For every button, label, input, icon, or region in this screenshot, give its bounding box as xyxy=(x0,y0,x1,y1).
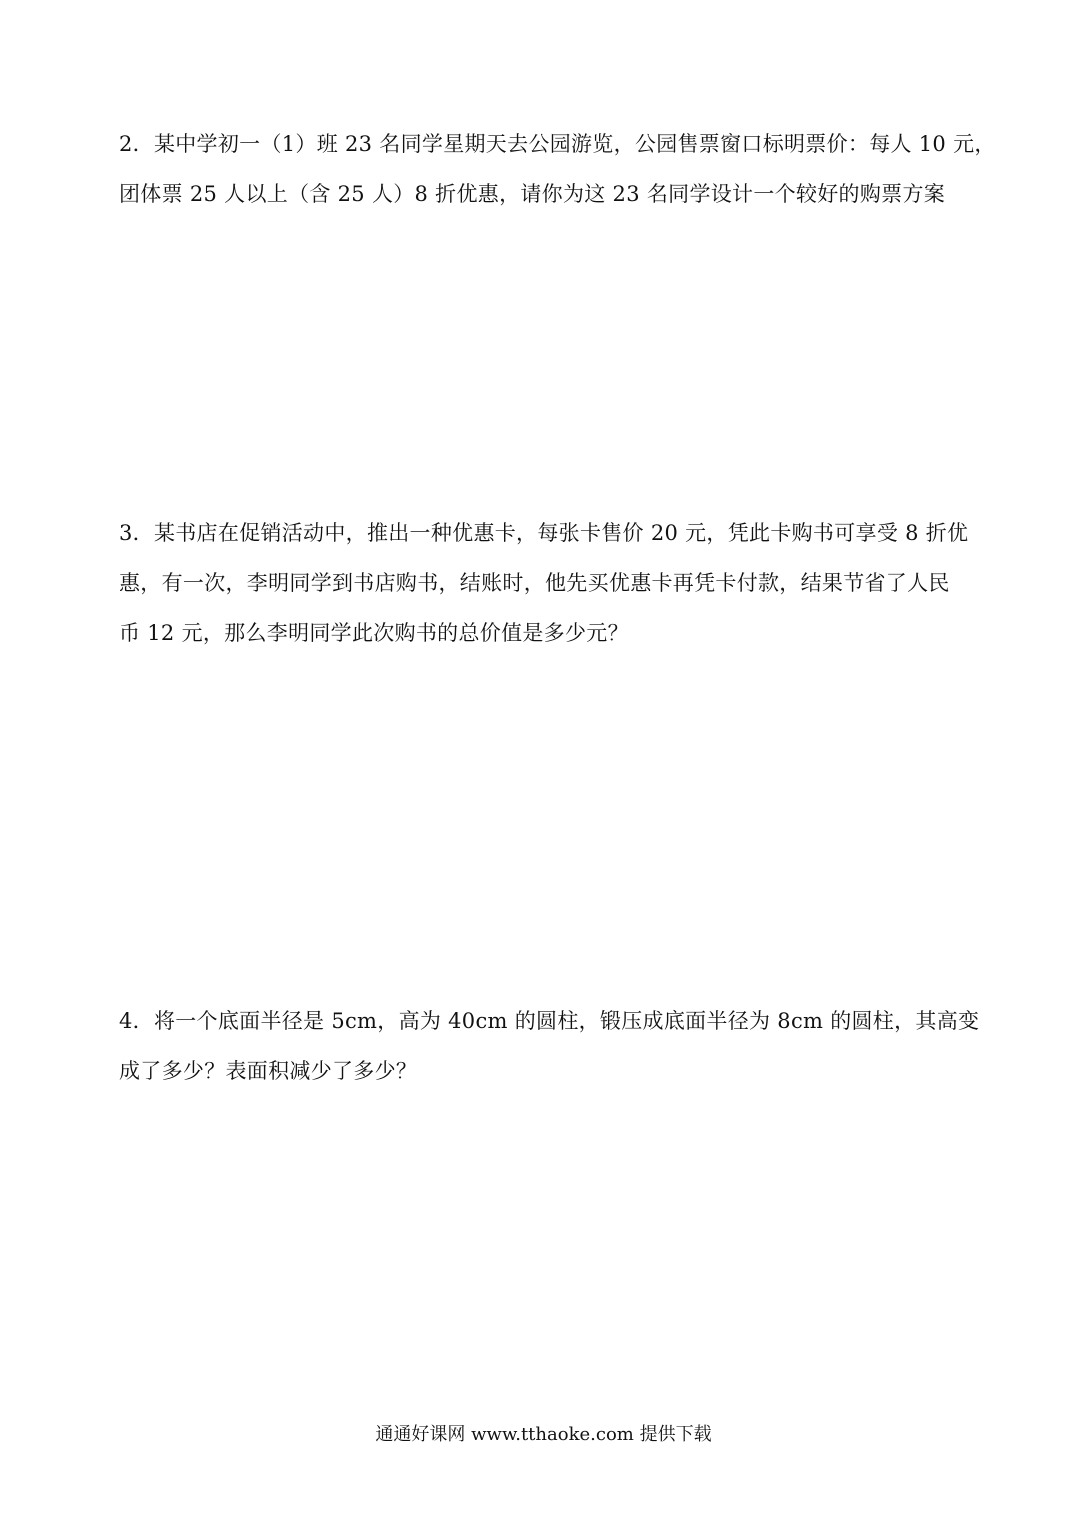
question-4-line-1: 4．将一个底面半径是 5cm，高为 40cm 的圆柱，锻压成底面半径为 8cm 的圆柱，其高变 xyxy=(119,1009,980,1033)
question-3 xyxy=(119,508,979,658)
question-4-line-2: 成了多少？表面积减少了多少？ xyxy=(119,1059,418,1083)
question-2-line-2: 团体票 25 人以上（含 25 人）8 折优惠，请你为这 23 名同学设计一个较好的购票方案 xyxy=(119,182,946,206)
question-3-line-2: 惠，有一次，李明同学到书店购书，结账时，他先买优惠卡再凭卡付款，结果节省了人民 xyxy=(119,571,950,595)
page-footer: 通通好课网 www.tthaoke.com 提供下载 xyxy=(375,1424,712,1445)
question-3-line-1: 3．某书店在促销活动中，推出一种优惠卡，每张卡售价 20 元，凭此卡购书可享受 8 折优 xyxy=(119,521,969,545)
question-2-line-1: 2．某中学初一（1）班 23 名同学星期天去公园游览，公园售票窗口标明票价：每人 10 元， xyxy=(119,132,996,156)
question-2 xyxy=(119,119,996,219)
question-3-line-3: 币 12 元，那么李明同学此次购书的总价值是多少元？ xyxy=(119,621,629,645)
question-4 xyxy=(119,996,979,1096)
